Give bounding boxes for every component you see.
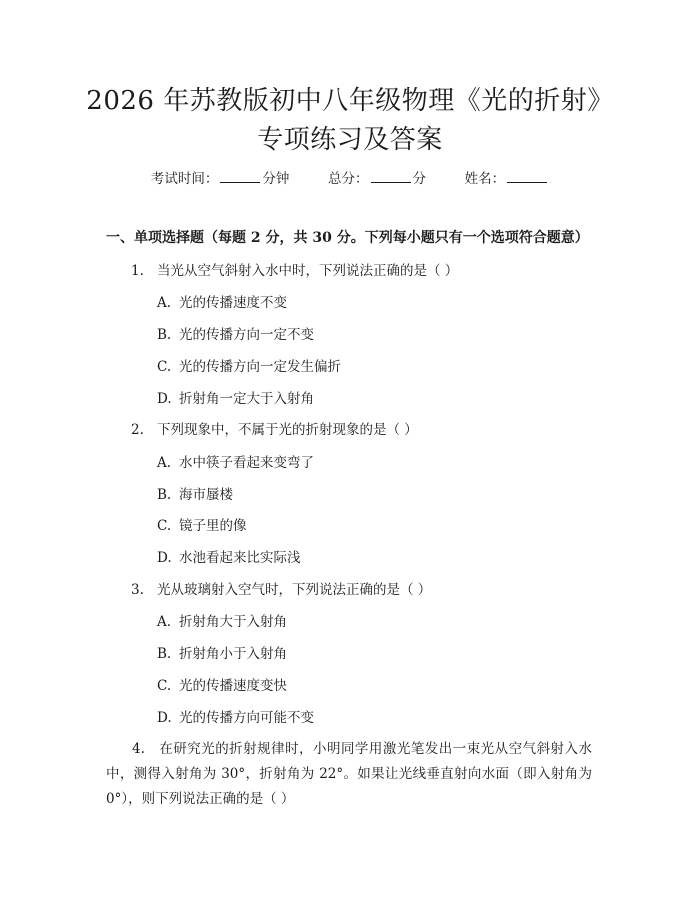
question-number: 1. (131, 263, 144, 279)
option-text: 光的传播速度不变 (179, 295, 287, 311)
option-letter: A. (157, 455, 172, 471)
option-2b (157, 485, 233, 505)
total-score-field (328, 168, 426, 189)
page-title-line1: 2026 年苏教版初中八年级物理《光的折射》 (86, 86, 614, 116)
section-heading: 一、单项选择题（每题 2 分，共 30 分。下列每小题只有一个选项符合题意） (106, 230, 589, 246)
option-text: 光的传播方向一定发生偏折 (179, 359, 341, 375)
option-letter: C. (157, 359, 172, 375)
option-text: 水中筷子看起来变弯了 (179, 455, 314, 471)
option-text: 水池看起来比实际浅 (179, 550, 301, 566)
option-text: 折射角一定大于入射角 (179, 391, 314, 407)
option-letter: D. (157, 710, 172, 726)
exam-info (0, 168, 700, 189)
total-score-label: 总分： (328, 171, 369, 187)
option-text: 折射角大于入射角 (179, 614, 287, 630)
student-name-blank (507, 168, 547, 183)
option-1b (157, 325, 314, 345)
page-title-line2: 专项练习及答案 (257, 125, 443, 155)
option-letter: A. (157, 295, 172, 311)
option-letter: B. (157, 646, 172, 662)
question-number: 2. (131, 422, 144, 438)
exam-time-unit: 分钟 (262, 171, 290, 187)
option-text: 海市蜃楼 (179, 487, 233, 503)
option-letter: B. (157, 487, 172, 503)
question-text: 下列现象中，不属于光的折射现象的是（ ） (157, 422, 418, 438)
option-text: 折射角小于入射角 (179, 646, 287, 662)
exam-time-blank (220, 168, 260, 183)
question-1 (131, 261, 458, 281)
option-letter: B. (157, 327, 172, 343)
question-2 (131, 420, 418, 440)
question-text: 光从玻璃射入空气时，下列说法正确的是（ ） (157, 582, 432, 598)
question-4: 4. 在研究光的折射规律时，小明同学用激光笔发出一束光从空气斜射入水中，测得入射角为 30°，折射角为 22°。如果让光线垂直射向水面（即入射角为 0°），则下列说法正确的是（ ） (106, 741, 592, 807)
option-letter: A. (157, 614, 172, 630)
option-text: 光的传播速度变快 (179, 678, 287, 694)
option-1a (157, 293, 287, 313)
option-letter: C. (157, 518, 172, 534)
student-name-label: 姓名： (464, 171, 506, 187)
option-text: 光的传播方向可能不变 (179, 710, 314, 726)
option-3a (157, 612, 287, 632)
option-1c (157, 357, 341, 377)
option-3c (157, 676, 287, 696)
exam-time-field (151, 168, 290, 189)
option-letter: D. (157, 391, 172, 407)
option-3b (157, 644, 287, 664)
option-text: 光的传播方向一定不变 (179, 327, 314, 343)
option-text: 镜子里的像 (179, 518, 247, 534)
total-score-blank (371, 168, 411, 183)
option-3d (157, 708, 314, 728)
option-letter: C. (157, 678, 172, 694)
exam-time-label: 考试时间： (150, 171, 219, 187)
question-number: 3. (131, 582, 144, 598)
option-2a (157, 453, 314, 473)
total-score-unit: 分 (412, 171, 426, 187)
option-letter: D. (157, 550, 172, 566)
student-name-field (465, 168, 550, 189)
option-2d (157, 548, 301, 568)
option-1d (157, 389, 314, 409)
option-2c (157, 516, 247, 536)
question-3 (131, 580, 431, 600)
question-text: 当光从空气斜射入水中时，下列说法正确的是（ ） (157, 263, 459, 279)
